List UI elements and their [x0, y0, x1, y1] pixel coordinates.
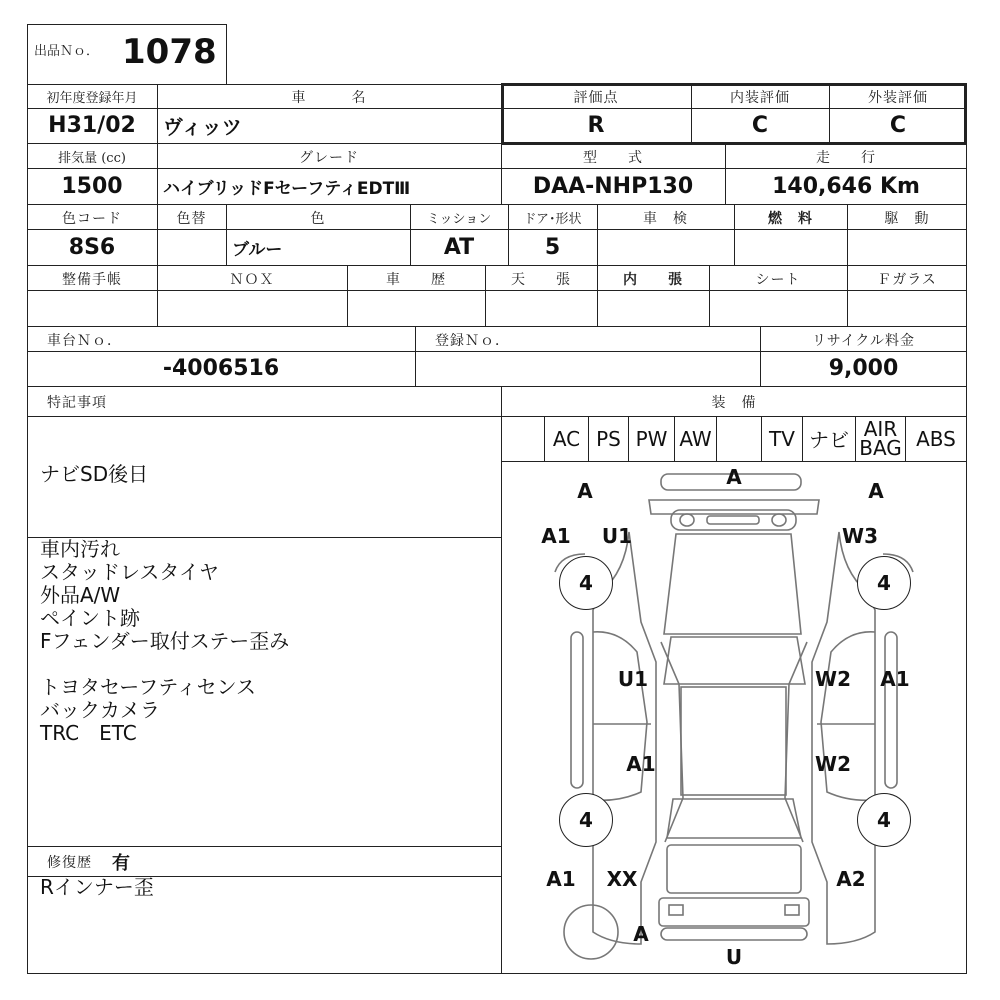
equipment-item: ナビ: [803, 416, 856, 461]
inspection-label: 車 検: [643, 210, 688, 227]
windshield: [664, 637, 805, 684]
nox-label: ＮＯＸ: [229, 271, 275, 288]
tire-rear-left: 4: [559, 793, 613, 847]
lot-number: 1078: [122, 32, 217, 72]
mark-left-lower: A1: [626, 752, 656, 776]
seat-label: シート: [755, 271, 801, 288]
registration-label: 登録Ｎｏ．: [435, 332, 510, 349]
car-name-value: ヴィッツ: [163, 115, 242, 139]
rear-bumper: [659, 898, 809, 926]
door-value: 5: [544, 234, 561, 260]
equipment-item: PW: [629, 416, 675, 461]
repaint-value: [157, 229, 226, 265]
recycle-label: リサイクル料金: [811, 332, 916, 349]
displacement-value: 1500: [61, 173, 123, 199]
equipment-item: AC: [545, 416, 589, 461]
mark-front-left: A: [577, 479, 593, 503]
rear-window: [667, 799, 801, 838]
mark-rl-outer: A1: [546, 867, 576, 891]
color-code-label: 色コード: [62, 210, 122, 227]
car-diagram: [501, 462, 967, 974]
mission-value: AT: [443, 234, 475, 260]
mark-fl-outer: A1: [541, 524, 571, 548]
score-label: 評価点: [573, 89, 619, 106]
chassis-value: -4006516: [162, 356, 280, 381]
equipment-item: [501, 416, 545, 461]
maintenance-label: 整備手帳: [62, 271, 122, 288]
spare-tire: [564, 905, 618, 959]
repair-text: Rインナー歪: [40, 875, 154, 899]
fuel-label: 燃 料: [768, 210, 813, 227]
mark-rl-inner: XX: [606, 867, 638, 891]
equipment-item: PS: [589, 416, 629, 461]
mark-rear-a: A: [633, 922, 649, 946]
interior-value: C: [751, 113, 769, 138]
hood: [664, 534, 801, 634]
repair-value: 有: [112, 853, 130, 874]
drive-label: 駆 動: [884, 210, 930, 227]
history-label: 車 歴: [386, 271, 446, 288]
model-label: 型 式: [583, 149, 643, 166]
roof-label: 天 張: [511, 271, 571, 288]
equipment-label: 装 備: [711, 395, 757, 411]
mark-right-lower: W2: [815, 752, 851, 776]
mark-fl-inner: U1: [601, 524, 633, 548]
repaint-label: 色替: [176, 210, 207, 227]
equipment-item: AIR BAG: [856, 416, 906, 461]
trunk: [667, 845, 801, 893]
grille: [671, 510, 796, 530]
equipment-item: ABS: [906, 416, 967, 461]
tire-front-left: 4: [559, 556, 613, 610]
mark-front-right: A: [868, 479, 884, 503]
drive-value: [847, 229, 967, 265]
mark-left-mid: U1: [617, 667, 649, 691]
mileage-value: 140,646 Km: [772, 173, 920, 199]
grade-value: ハイブリッドFセーフティEDTⅢ: [163, 178, 411, 199]
fuel-value: [734, 229, 847, 265]
mileage-label: 走 行: [816, 149, 876, 166]
equipment-item: TV: [762, 416, 803, 461]
registration-value: [415, 351, 760, 386]
special-text: ナビSD後日: [40, 462, 149, 486]
roof: [681, 687, 786, 795]
mark-right-mid: W2: [815, 667, 851, 691]
interior-roof-label: 内 張: [623, 271, 683, 288]
interior-label: 内装評価: [730, 89, 790, 106]
mark-front-center: A: [726, 465, 742, 489]
score-value: R: [587, 113, 605, 138]
displacement-label: 排気量 (cc): [58, 151, 126, 166]
first-reg-value: H31/02: [48, 113, 136, 138]
lot-label: 出品Ｎｏ．: [34, 43, 100, 59]
special-label: 特記事項: [47, 395, 107, 411]
door-label: ドア･形状: [523, 212, 582, 227]
equipment-item: AW: [675, 416, 717, 461]
tire-front-right: 4: [857, 556, 911, 610]
recycle-value: 9,000: [828, 356, 899, 381]
mark-rear-u: U: [725, 945, 743, 969]
exterior-value: C: [889, 113, 907, 138]
repair-label: 修復歴: [47, 855, 92, 871]
mark-rr: A2: [836, 867, 866, 891]
color-label: 色: [310, 210, 326, 227]
inspection-value: [597, 229, 734, 265]
exterior-label: 外装評価: [868, 89, 928, 106]
color-code-value: 8S6: [68, 234, 116, 260]
glass-label: Ｆガラス: [877, 271, 937, 288]
car-name-label: 車 名: [291, 89, 367, 106]
chassis-label: 車台Ｎｏ．: [47, 332, 122, 349]
grade-label: グレード: [299, 149, 359, 166]
details-text: 車内汚れ スタッドレスタイヤ 外品A/W ペイント跡 Fフェンダー取付ステー歪み トヨタセーフティセンス バックカメラ TRC ETC: [40, 537, 290, 745]
color-value: ブルー: [232, 239, 283, 260]
mark-right-outer: A1: [880, 667, 910, 691]
tire-rear-right: 4: [857, 793, 911, 847]
equipment-item: [717, 416, 762, 461]
mission-label: ミッション: [426, 212, 492, 227]
cabin-outline: [661, 642, 807, 842]
first-reg-label: 初年度登録年月: [46, 91, 138, 106]
mark-fr-inner: W3: [842, 524, 878, 548]
model-value: DAA-NHP130: [532, 173, 694, 199]
